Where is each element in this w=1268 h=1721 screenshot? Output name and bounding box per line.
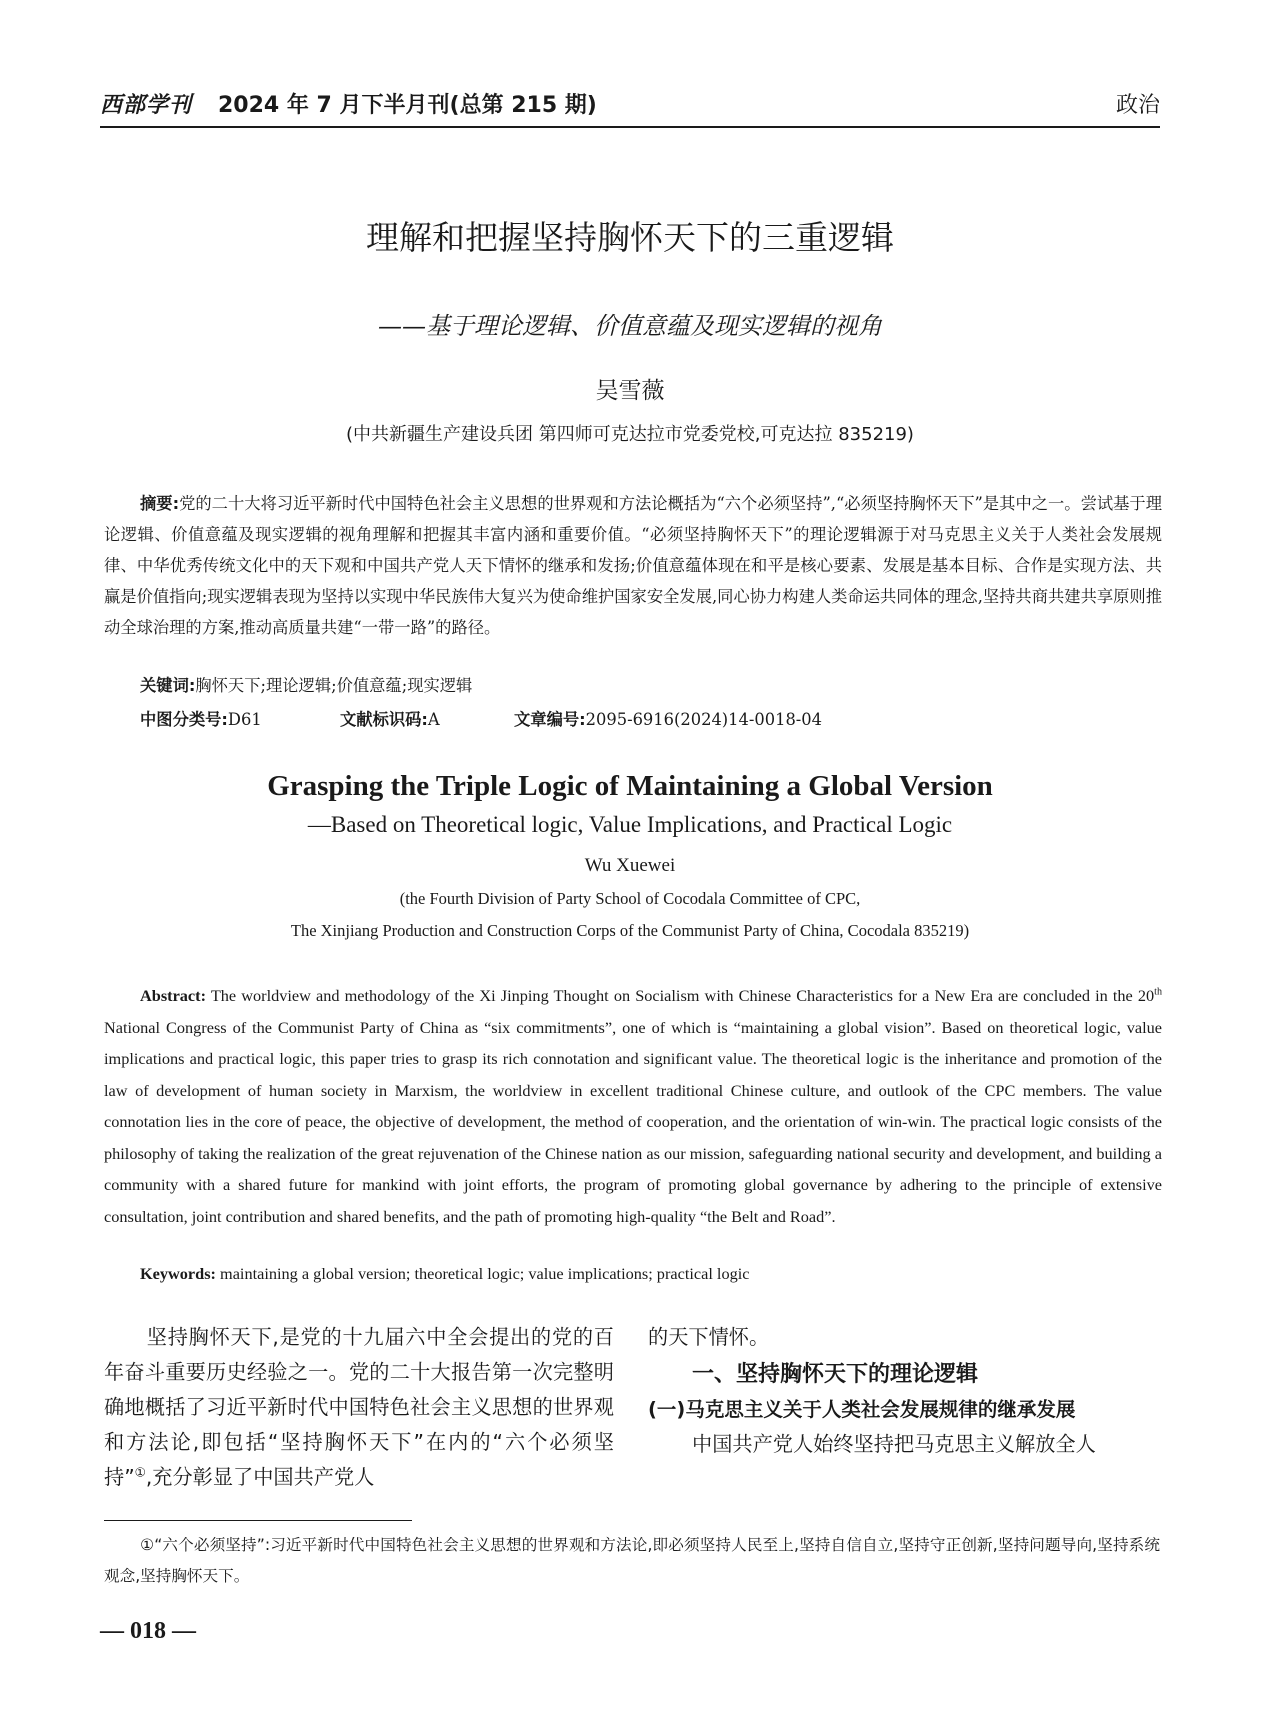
cn-abstract-label: 摘要: <box>140 494 180 513</box>
cn-article-no-value: 2095-6916(2024)14-0018-04 <box>585 710 823 729</box>
header-rule <box>100 126 1160 128</box>
cn-keywords-label: 关键词: <box>140 676 196 695</box>
body-left-paragraph-end: ,充分彰显了中国共产党人 <box>145 1465 375 1489</box>
en-subtitle: —Based on Theoretical logic, Value Implications, and Practical Logic <box>307 812 953 837</box>
footnote-ref[interactable]: ① <box>134 1464 146 1480</box>
journal-logo: 西部学刊 <box>100 92 193 118</box>
en-title: Grasping the Triple Logic of Maintaining a Global Version <box>267 770 993 802</box>
cn-doc-code-label: 文献标识码: <box>340 710 428 729</box>
body-right-column <box>648 1320 1160 1462</box>
cn-clc-label: 中图分类号: <box>140 710 228 729</box>
body-left-paragraph: 坚持胸怀天下,是党的十九届六中全会提出的党的百年奋斗重要历史经验之一。党的二十大报告第一次完整明确地概括了习近平新时代中国特色社会主义思想的世界观和方法论,即包括“坚持胸怀天下”在内的“六个必须坚持” <box>104 1325 614 1489</box>
cn-clc <box>140 706 262 730</box>
page-number: — 018 — <box>100 1618 196 1644</box>
journal-issue: 2024 年 7 月下半月刊(总第 215 期) <box>218 93 597 118</box>
cn-author: 吴雪薇 <box>595 378 665 404</box>
cn-abstract-text: 党的二十大将习近平新时代中国特色社会主义思想的世界观和方法论概括为“六个必须坚持”,“必须坚持胸怀天下”是其中之一。尝试基于理论逻辑、价值意蕴及现实逻辑的视角理解和把握其丰富内涵和重要价值。“必须坚持胸怀天下”的理论逻辑源于对马克思主义关于人类社会发展规律、中华优秀传统文化中的天下观和中国共产党人天下情怀的继承和发扬;价值意蕴体现在和平是核心要素、发展是基本目标、合作是实现方法、共赢是价值指向;现实逻辑表现为坚持以实现中华民族伟大复兴为使命维护国家安全发展,同心协力构建人类命运共同体的理念,坚持共商共建共享原则推动全球治理的方案,推动高质量共建“一带一路”的路径。 <box>104 494 1163 637</box>
en-abstract-label: Abstract: <box>140 986 207 1005</box>
cn-clc-value: D61 <box>227 710 262 729</box>
section-heading-1: 一、坚持胸怀天下的理论逻辑 <box>692 1362 979 1387</box>
cn-article-no-label: 文章编号: <box>514 710 586 729</box>
en-abstract-sup: th <box>1154 986 1162 998</box>
cn-affiliation: (中共新疆生产建设兵团 第四师可克达拉市党委党校,可克达拉 835219) <box>346 424 914 445</box>
section-name: 政治 <box>1115 93 1160 118</box>
cn-doc-code-value: A <box>427 710 440 729</box>
en-author: Wu Xuewei <box>584 855 676 876</box>
en-affiliation-line2: The Xinjiang Production and Construction Corps of the Communist Party of China, Cocodala 835219) <box>290 921 970 940</box>
en-keywords-text: maintaining a global version; theoretical logic; value implications; practical logic <box>220 1264 750 1283</box>
cn-keywords <box>140 672 472 696</box>
en-abstract-text-1: The worldview and methodology of the Xi Jinping Thought on Socialism with Chinese Characteristics for a New Era are concluded in the 20 <box>210 986 1155 1005</box>
en-keywords <box>140 1264 749 1284</box>
cn-keywords-text: 胸怀天下;理论逻辑;价值意蕴;现实逻辑 <box>195 676 473 695</box>
en-abstract <box>104 980 1162 1232</box>
running-header <box>100 86 1160 126</box>
cn-doc-code <box>340 706 440 730</box>
en-affiliation-line1: (the Fourth Division of Party School of Cocodala Committee of CPC, <box>399 889 861 908</box>
body-right-continuation: 的天下情怀。 <box>648 1325 770 1349</box>
body-left-column <box>104 1320 614 1495</box>
body-right-paragraph: 中国共产党人始终坚持把马克思主义解放全人 <box>692 1432 1096 1456</box>
cn-subtitle: ——基于理论逻辑、价值意蕴及现实逻辑的视角 <box>378 312 882 340</box>
subsection-heading-1: (一)马克思主义关于人类社会发展规律的继承发展 <box>648 1398 1076 1421</box>
footnote-rule <box>104 1520 412 1521</box>
cn-title: 理解和把握坚持胸怀天下的三重逻辑 <box>366 218 894 257</box>
cn-abstract <box>104 488 1162 643</box>
footnote-text: ①“六个必须坚持”:习近平新时代中国特色社会主义思想的世界观和方法论,即必须坚持人民至上,坚持自信自立,坚持守正创新,坚持问题导向,坚持系统观念,坚持胸怀天下。 <box>104 1536 1160 1585</box>
footnote <box>104 1530 1160 1592</box>
en-keywords-label: Keywords: <box>140 1264 216 1283</box>
en-abstract-text-2: National Congress of the Communist Party of China as “six commitments”, one of which is “maintaining a global vision”. Based on theoretical logic, value implications and practical logic, this paper tries to grasp its rich connotation and significant value. The theoretical logic is the inheritance and promotion of the law of development of human society in Marxism, the worldview in excellent traditional Chinese culture, and outlook of the CPC members. The value connotation lies in the core of peace, the objective of development, the method of cooperation, and the orientation of win-win. The practical logic consists of the philosophy of taking the realization of the great rejuvenation of the Chinese nation as our mission, safeguarding national security and development, and building a community with a shared future for mankind with joint efforts, the program of promoting global governance by adhering to the principle of extensive consultation, joint contribution and shared benefits, and the path of promoting high-quality “the Belt and Road”. <box>104 1017 1162 1226</box>
cn-article-no <box>514 706 822 730</box>
